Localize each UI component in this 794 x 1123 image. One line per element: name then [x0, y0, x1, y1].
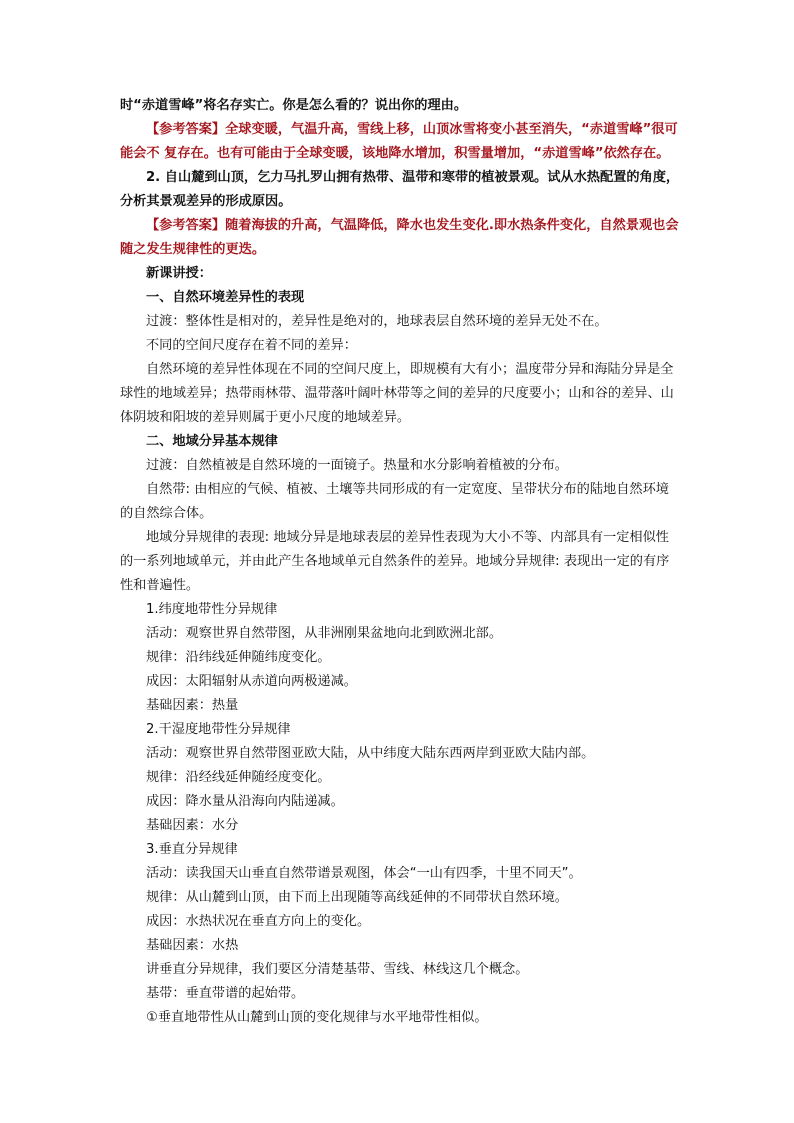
- heading-section-2: 二、地域分异基本规律: [146, 434, 278, 449]
- line-latitudinal-rule: 规律：沿纬线延伸随纬度变化。: [146, 650, 331, 665]
- paragraph-spatial-scale: 不同的空间尺度存在着不同的差异：: [146, 338, 357, 353]
- paragraph-reference-answer-1: 【参考答案】全球变暖，气温升高，雪线上移，山顶冰雪将变小甚至消失，“赤道雪峰”很可能会不 复存在。也有可能由于全球变暖，该地降水增加，积雪量增加，“赤道雪峰”依然存在。: [120, 122, 678, 161]
- line-vertical-factor: 基础因素：水热: [146, 938, 239, 953]
- line-latitudinal-activity: 活动：观察世界自然带图，从非洲刚果盆地向北到欧洲北部。: [146, 626, 503, 641]
- paragraph-zonal-differentiation: 地域分异规律的表现: 地域分异是地球表层的差异性表现为大小不等、内部具有一定相似性的一系列地域单元，并由此产生各地域单元自然条件的差异。地域分异规律: 表现出一定的有序性和普遍性。: [120, 530, 670, 593]
- paragraph-reference-answer-2: 【参考答案】随着海拔的升高，气温降低，降水也发生变化.即水热条件变化，自然景观也会随之发生规律性的更迭。: [120, 218, 679, 257]
- paragraph-natural-zone: 自然带: 由相应的气候、植被、土壤等共同形成的有一定宽度、呈带状分布的陆地自然环境的自然综合体。: [120, 482, 669, 521]
- line-latitudinal-factor: 基础因素：热量: [146, 698, 239, 713]
- line-base-zone: 基带：垂直带谱的起始带。: [146, 986, 305, 1001]
- line-vertical-note-1: ①垂直地带性从山麓到山顶的变化规律与水平地带性相似。: [146, 1010, 488, 1025]
- heading-new-lesson: 新课讲授：: [146, 266, 212, 281]
- heading-vertical-rule: 3.垂直分异规律: [146, 842, 238, 857]
- paragraph-question-continuation: 时“赤道雪峰”将名存实亡。你是怎么看的？说出你的理由。: [120, 98, 468, 113]
- paragraph-difference-explanation: 自然环境的差异性体现在不同的空间尺度上，即规模有大有小；温度带分异和海陆分异是全球性的地域差异；热带雨林带、温带落叶阔叶林带等之间的差异的尺度要小；山和谷的差异、山体阴坡和阳坡的差异则属于更小尺度的地域差异。: [120, 362, 674, 425]
- paragraph-question-2: 2. 自山麓到山顶，乞力马扎罗山拥有热带、温带和寒带的植被景观。试从水热配置的角度，分析其景观差异的形成原因。: [120, 170, 680, 209]
- heading-section-1: 一、自然环境差异性的表现: [146, 290, 305, 305]
- paragraph-transition-2: 过渡：自然植被是自然环境的一面镜子。热量和水分影响着植被的分布。: [146, 458, 568, 473]
- document-body: [120, 94, 680, 1030]
- line-dry-wet-cause: 成因：降水量从沿海向内陆递减。: [146, 794, 344, 809]
- heading-latitudinal-rule: 1.纬度地带性分异规律: [146, 602, 278, 617]
- line-dry-wet-rule: 规律：沿经线延伸随经度变化。: [146, 770, 331, 785]
- line-vertical-rule: 规律：从山麓到山顶，由下而上出现随等高线延伸的不同带状自然环境。: [146, 890, 568, 905]
- line-vertical-activity: 活动：读我国天山垂直自然带谱景观图，体会“一山有四季，十里不同天”。: [146, 866, 582, 881]
- line-dry-wet-activity: 活动：观察世界自然带图亚欧大陆，从中纬度大陆东西两岸到亚欧大陆内部。: [146, 746, 595, 761]
- paragraph-concepts-intro: 讲垂直分异规律，我们要区分清楚基带、雪线、林线这几个概念。: [146, 962, 529, 977]
- heading-dry-wet-rule: 2.干湿度地带性分异规律: [146, 722, 291, 737]
- line-latitudinal-cause: 成因：太阳辐射从赤道向两极递减。: [146, 674, 357, 689]
- line-vertical-cause: 成因：水热状况在垂直方向上的变化。: [146, 914, 371, 929]
- paragraph-transition-1: 过渡：整体性是相对的，差异性是绝对的，地球表层自然环境的差异无处不在。: [146, 314, 608, 329]
- line-dry-wet-factor: 基础因素：水分: [146, 818, 239, 833]
